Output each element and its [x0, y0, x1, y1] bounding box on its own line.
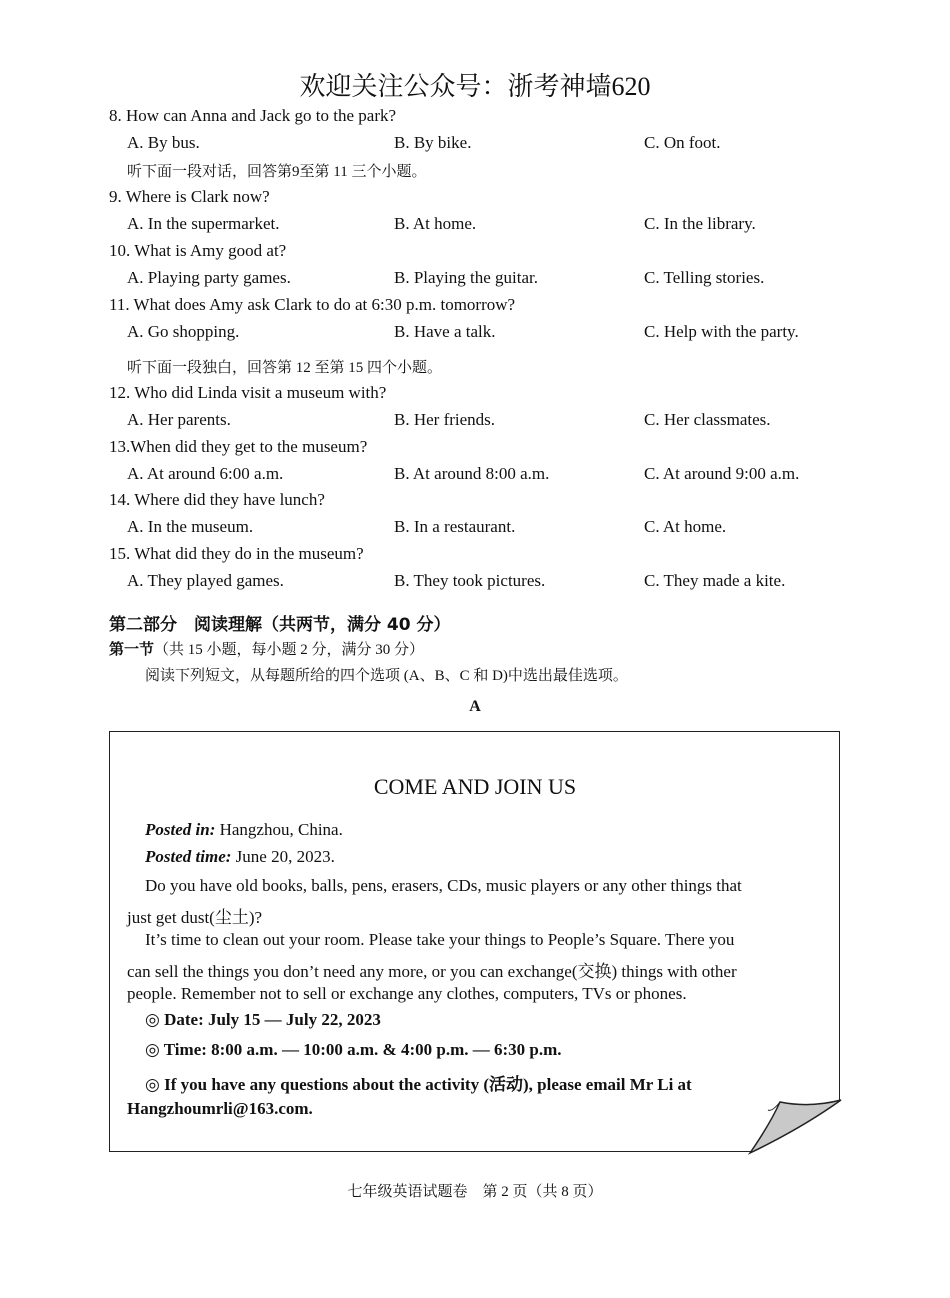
- notice-title: COME AND JOIN US: [373, 774, 577, 799]
- option-c: C. At around 9:00 a.m.: [644, 464, 800, 483]
- paragraph-1-line-2: just get dust(尘土)?: [127, 908, 263, 927]
- option-a: A. At around 6:00 a.m.: [127, 464, 284, 483]
- question-11: 11. What does Amy ask Clark to do at 6:30 p.m. tomorrow?: [109, 295, 516, 314]
- option-b: B. By bike.: [394, 133, 472, 152]
- option-b: B. At home.: [394, 214, 477, 233]
- part-two-title: 第二部分 阅读理解（共两节，满分 40 分）: [109, 615, 451, 635]
- option-a: A. By bus.: [127, 133, 200, 152]
- question-10: 10. What is Amy good at?: [109, 241, 287, 260]
- contact-email: Hangzhoumrli@163.com.: [127, 1099, 313, 1118]
- section-one-label: 第一节: [109, 640, 155, 658]
- option-c: C. They made a kite.: [644, 571, 786, 590]
- date-bullet: ◎ Date: July 15 — July 22, 2023: [145, 1010, 381, 1029]
- contact-bullet: ◎ If you have any questions about the activity (活动), please email Mr Li at: [145, 1075, 692, 1094]
- option-c: C. Help with the party.: [644, 322, 799, 341]
- option-a: A. Go shopping.: [127, 322, 240, 341]
- posted-in-value: Hangzhou, China.: [215, 820, 343, 839]
- section-one-heading: [109, 638, 424, 659]
- option-a: A. Playing party games.: [127, 268, 291, 287]
- listening-instruction-9-11: 听下面一段对话，回答第9至第 11 三个小题。: [127, 164, 427, 180]
- question-15: 15. What did they do in the museum?: [109, 544, 364, 563]
- option-a: A. In the museum.: [127, 517, 254, 536]
- option-b: B. At around 8:00 a.m.: [394, 464, 550, 483]
- option-b: B. Her friends.: [394, 410, 496, 429]
- option-c: C. On foot.: [644, 133, 721, 152]
- posted-time-value: June 20, 2023.: [231, 847, 335, 866]
- posted-time-label: Posted time:: [145, 847, 232, 866]
- paragraph-1-line-1: Do you have old books, balls, pens, erasers, CDs, music players or any other things that: [145, 876, 742, 895]
- option-c: C. Telling stories.: [644, 268, 765, 287]
- option-b: B. In a restaurant.: [394, 517, 516, 536]
- option-b: B. Playing the guitar.: [394, 268, 539, 287]
- question-12: 12. Who did Linda visit a museum with?: [109, 383, 387, 402]
- option-c: C. Her classmates.: [644, 410, 771, 429]
- time-bullet: ◎ Time: 8:00 a.m. — 10:00 a.m. & 4:00 p.m. — 6:30 p.m.: [145, 1040, 562, 1059]
- option-a: A. In the supermarket.: [127, 214, 280, 233]
- posted-in: [145, 820, 343, 840]
- option-a: A. They played games.: [127, 571, 284, 590]
- option-c: C. In the library.: [644, 214, 756, 233]
- option-c: C. At home.: [644, 517, 727, 536]
- page-curl-icon: [740, 1096, 844, 1156]
- posted-in-label: Posted in:: [145, 820, 216, 839]
- question-13: 13.When did they get to the museum?: [109, 437, 368, 456]
- option-b: B. Have a talk.: [394, 322, 496, 341]
- paragraph-2-line-3: people. Remember not to sell or exchange any clothes, computers, TVs or phones.: [127, 984, 687, 1003]
- option-b: B. They took pictures.: [394, 571, 546, 590]
- option-a: A. Her parents.: [127, 410, 231, 429]
- page-footer: 七年级英语试题卷 第 2 页（共 8 页）: [347, 1184, 603, 1200]
- page-header: 欢迎关注公众号：浙考神墙620: [299, 72, 651, 101]
- posted-time: [145, 847, 335, 867]
- listening-instruction-12-15: 听下面一段独白，回答第 12 至第 15 四个小题。: [127, 360, 443, 376]
- section-one-info: （共 15 小题，每小题 2 分，满分 30 分）: [154, 642, 425, 658]
- paragraph-2-line-2: can sell the things you don’t need any more, or you can exchange(交换) things with other: [127, 962, 737, 981]
- passage-label: A: [469, 698, 481, 715]
- question-9: 9. Where is Clark now?: [109, 187, 270, 206]
- reading-directions: 阅读下列短文，从每题所给的四个选项 (A、B、C 和 D)中选出最佳选项。: [145, 668, 628, 684]
- paragraph-2-line-1: It’s time to clean out your room. Please take your things to People’s Square. There you: [145, 930, 735, 949]
- question-14: 14. Where did they have lunch?: [109, 490, 325, 509]
- question-8: 8. How can Anna and Jack go to the park?: [109, 106, 397, 125]
